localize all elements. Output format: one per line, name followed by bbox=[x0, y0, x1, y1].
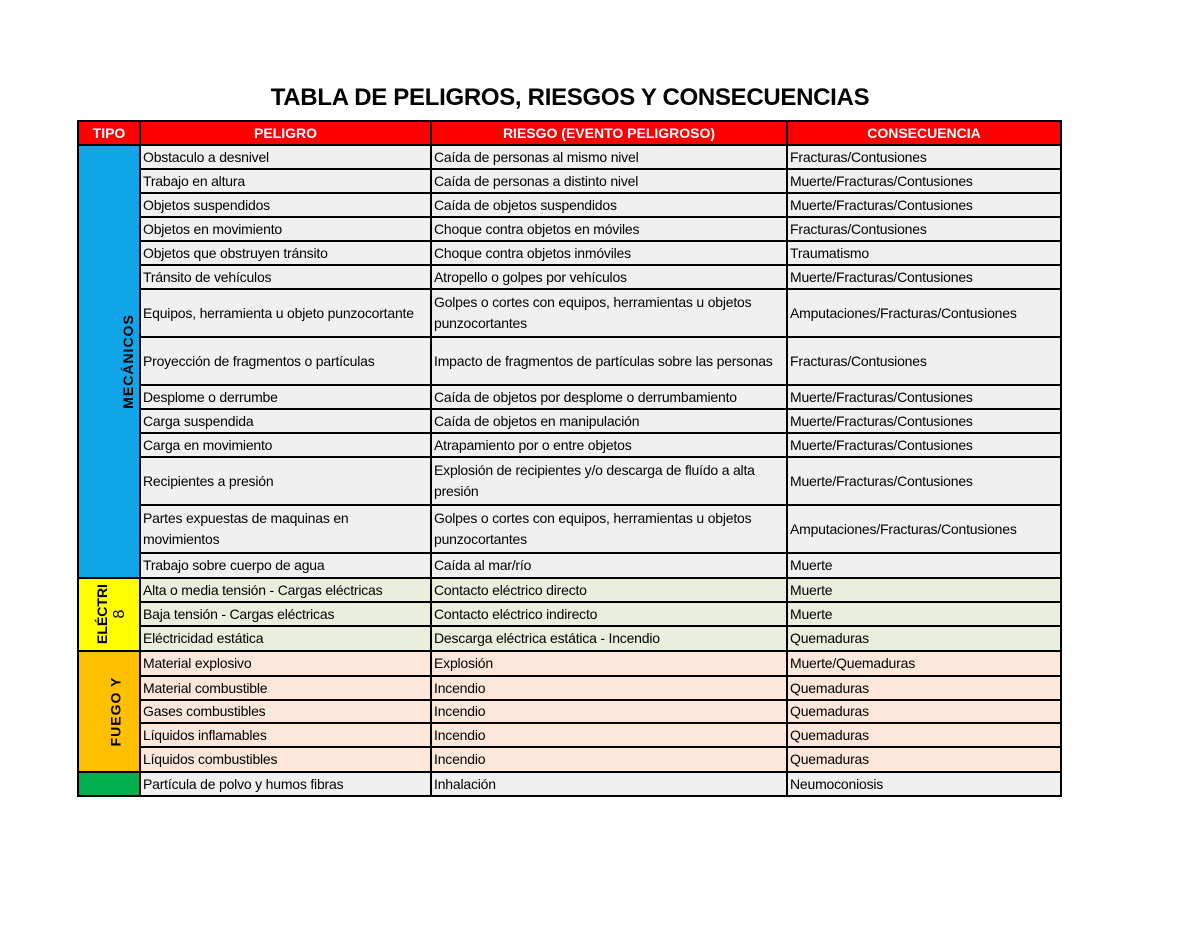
table-row bbox=[78, 145, 1061, 169]
table-row bbox=[78, 337, 1061, 385]
cell-consecuencia: Quemaduras bbox=[787, 723, 1061, 747]
type-cell-electricos bbox=[78, 578, 140, 651]
cell-peligro: Carga en movimiento bbox=[140, 433, 431, 457]
cell-riesgo: Descarga eléctrica estática - Incendio bbox=[431, 626, 787, 651]
type-label-electricos-line2: 8 bbox=[110, 609, 128, 618]
table-row bbox=[78, 553, 1061, 578]
table-row bbox=[78, 626, 1061, 651]
table-row bbox=[78, 747, 1061, 772]
cell-consecuencia: Traumatismo bbox=[787, 241, 1061, 265]
cell-peligro: Desplome o derrumbe bbox=[140, 385, 431, 409]
cell-peligro: Objetos suspendidos bbox=[140, 193, 431, 217]
cell-peligro: Material explosivo bbox=[140, 651, 431, 676]
cell-peligro: Partes expuestas de maquinas en movimientos bbox=[140, 505, 431, 553]
cell-consecuencia: Fracturas/Contusiones bbox=[787, 145, 1061, 169]
type-cell-fuego bbox=[78, 651, 140, 772]
table-row bbox=[78, 676, 1061, 700]
cell-peligro: Alta o media tensión - Cargas eléctricas bbox=[140, 578, 431, 602]
table-row bbox=[78, 700, 1061, 723]
cell-consecuencia: Muerte bbox=[787, 578, 1061, 602]
cell-peligro: Gases combustibles bbox=[140, 700, 431, 723]
cell-consecuencia: Muerte/Fracturas/Contusiones bbox=[787, 265, 1061, 289]
cell-consecuencia: Muerte/Fracturas/Contusiones bbox=[787, 169, 1061, 193]
cell-peligro: Líquidos combustibles bbox=[140, 747, 431, 772]
cell-consecuencia: Neumoconiosis bbox=[787, 772, 1061, 796]
cell-riesgo: Explosión de recipientes y/o descarga de fluído a alta presión bbox=[431, 457, 787, 505]
header-row bbox=[78, 121, 1061, 145]
cell-riesgo: Atrapamiento por o entre objetos bbox=[431, 433, 787, 457]
cell-consecuencia: Muerte bbox=[787, 602, 1061, 626]
hazards-table bbox=[77, 120, 1062, 797]
table-row bbox=[78, 433, 1061, 457]
cell-riesgo: Caída de objetos por desplome o derrumbamiento bbox=[431, 385, 787, 409]
cell-riesgo: Golpes o cortes con equipos, herramientas u objetos punzocortantes bbox=[431, 289, 787, 337]
cell-riesgo: Contacto eléctrico indirecto bbox=[431, 602, 787, 626]
cell-consecuencia: Amputaciones/Fracturas/Contusiones bbox=[787, 505, 1061, 553]
cell-consecuencia: Muerte/Fracturas/Contusiones bbox=[787, 409, 1061, 433]
cell-peligro: Obstaculo a desnivel bbox=[140, 145, 431, 169]
header-tipo: TIPO bbox=[78, 121, 140, 145]
cell-consecuencia: Muerte/Fracturas/Contusiones bbox=[787, 433, 1061, 457]
type-label-electricos-line1: ELÉCTRI bbox=[93, 583, 110, 644]
cell-riesgo: Caída de personas a distinto nivel bbox=[431, 169, 787, 193]
cell-consecuencia: Muerte/Fracturas/Contusiones bbox=[787, 193, 1061, 217]
cell-riesgo: Atropello o golpes por vehículos bbox=[431, 265, 787, 289]
table-row bbox=[78, 457, 1061, 505]
cell-riesgo: Impacto de fragmentos de partículas sobre las personas bbox=[431, 337, 787, 385]
cell-peligro: Eléctricidad estática bbox=[140, 626, 431, 651]
cell-consecuencia: Quemaduras bbox=[787, 747, 1061, 772]
type-label-mecanicos: MECÁNICOS bbox=[119, 314, 136, 409]
table-row bbox=[78, 385, 1061, 409]
table-row bbox=[78, 651, 1061, 676]
table-row bbox=[78, 772, 1061, 796]
table-row bbox=[78, 169, 1061, 193]
cell-riesgo: Caída de personas al mismo nivel bbox=[431, 145, 787, 169]
cell-peligro: Proyección de fragmentos o partículas bbox=[140, 337, 431, 385]
type-cell-mecanicos bbox=[78, 145, 140, 578]
cell-consecuencia: Amputaciones/Fracturas/Contusiones bbox=[787, 289, 1061, 337]
cell-riesgo: Incendio bbox=[431, 700, 787, 723]
cell-riesgo: Caída de objetos en manipulación bbox=[431, 409, 787, 433]
cell-consecuencia: Quemaduras bbox=[787, 700, 1061, 723]
cell-consecuencia: Muerte bbox=[787, 553, 1061, 578]
cell-consecuencia: Fracturas/Contusiones bbox=[787, 337, 1061, 385]
type-label-fuego: FUEGO Y bbox=[107, 676, 124, 747]
cell-peligro: Tránsito de vehículos bbox=[140, 265, 431, 289]
cell-peligro: Recipientes a presión bbox=[140, 457, 431, 505]
cell-riesgo: Inhalación bbox=[431, 772, 787, 796]
cell-peligro: Trabajo en altura bbox=[140, 169, 431, 193]
cell-peligro: Objetos que obstruyen tránsito bbox=[140, 241, 431, 265]
table-row bbox=[78, 289, 1061, 337]
cell-peligro: Carga suspendida bbox=[140, 409, 431, 433]
table-row bbox=[78, 409, 1061, 433]
cell-riesgo: Incendio bbox=[431, 676, 787, 700]
cell-peligro: Objetos en movimiento bbox=[140, 217, 431, 241]
cell-peligro: Equipos, herramienta u objeto punzocortante bbox=[140, 289, 431, 337]
cell-riesgo: Contacto eléctrico directo bbox=[431, 578, 787, 602]
table-row bbox=[78, 217, 1061, 241]
cell-peligro: Trabajo sobre cuerpo de agua bbox=[140, 553, 431, 578]
cell-consecuencia: Fracturas/Contusiones bbox=[787, 217, 1061, 241]
cell-riesgo: Caída al mar/río bbox=[431, 553, 787, 578]
cell-peligro: Partícula de polvo y humos fibras bbox=[140, 772, 431, 796]
table-row bbox=[78, 578, 1061, 602]
table-row bbox=[78, 193, 1061, 217]
cell-riesgo: Choque contra objetos en móviles bbox=[431, 217, 787, 241]
cell-consecuencia: Muerte/Fracturas/Contusiones bbox=[787, 385, 1061, 409]
table-row bbox=[78, 241, 1061, 265]
header-peligro: PELIGRO bbox=[140, 121, 431, 145]
cell-riesgo: Choque contra objetos inmóviles bbox=[431, 241, 787, 265]
table-row bbox=[78, 602, 1061, 626]
cell-consecuencia: Quemaduras bbox=[787, 676, 1061, 700]
table-row bbox=[78, 505, 1061, 553]
cell-riesgo: Caída de objetos suspendidos bbox=[431, 193, 787, 217]
page-title: TABLA DE PELIGROS, RIESGOS Y CONSECUENCIAS bbox=[270, 84, 870, 111]
type-label-electricos bbox=[94, 584, 128, 644]
cell-consecuencia: Quemaduras bbox=[787, 626, 1061, 651]
header-riesgo: RIESGO (EVENTO PELIGROSO) bbox=[431, 121, 787, 145]
type-cell-otros bbox=[78, 772, 140, 796]
cell-peligro: Líquidos inflamables bbox=[140, 723, 431, 747]
cell-riesgo: Incendio bbox=[431, 747, 787, 772]
cell-peligro: Material combustible bbox=[140, 676, 431, 700]
table-row bbox=[78, 723, 1061, 747]
cell-riesgo: Golpes o cortes con equipos, herramientas u objetos punzocortantes bbox=[431, 505, 787, 553]
cell-riesgo: Incendio bbox=[431, 723, 787, 747]
cell-peligro: Baja tensión - Cargas eléctricas bbox=[140, 602, 431, 626]
table-row bbox=[78, 265, 1061, 289]
cell-riesgo: Explosión bbox=[431, 651, 787, 676]
cell-consecuencia: Muerte/Quemaduras bbox=[787, 651, 1061, 676]
header-consecuencia: CONSECUENCIA bbox=[787, 121, 1061, 145]
cell-consecuencia: Muerte/Fracturas/Contusiones bbox=[787, 457, 1061, 505]
